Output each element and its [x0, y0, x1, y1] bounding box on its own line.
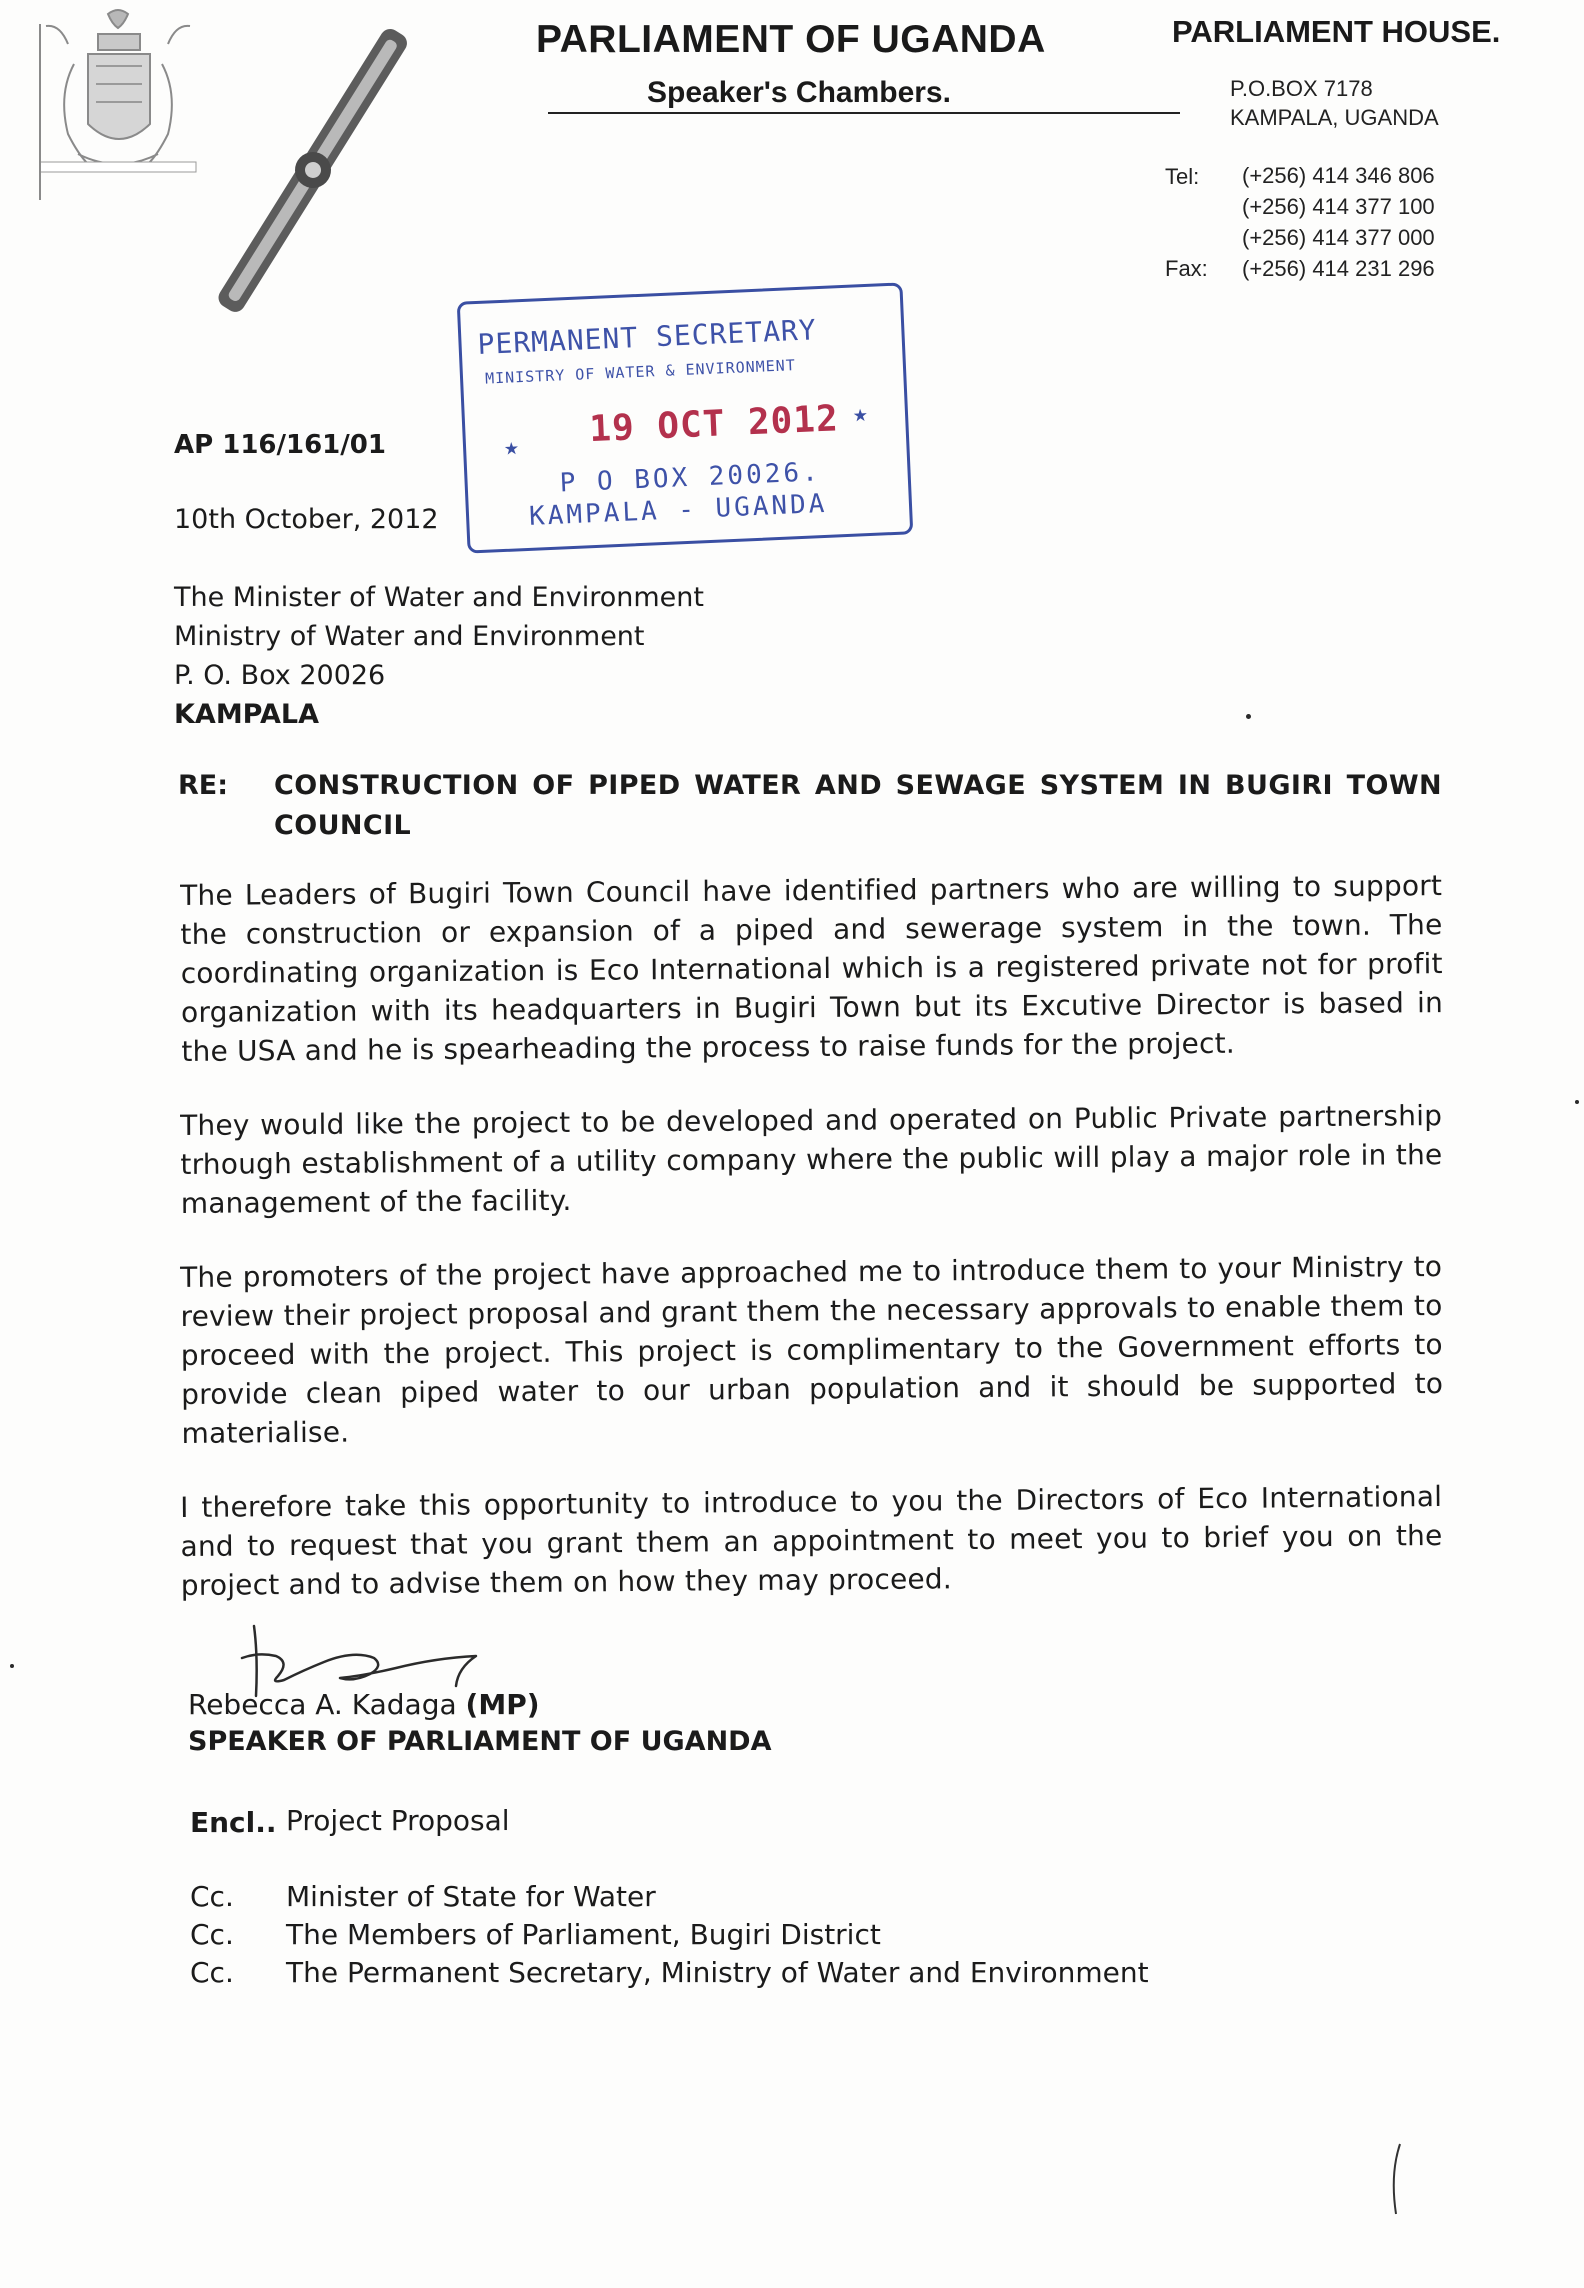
po-box: P.O.BOX 7178: [1230, 76, 1373, 101]
stamp-box: P O BOX 20026.: [559, 457, 822, 499]
cc-recipient: Minister of State for Water: [286, 1880, 656, 1913]
letterhead-title: PARLIAMENT OF UGANDA: [536, 18, 1046, 61]
subject-label: RE:: [178, 770, 229, 801]
paragraph: They would like the project to be developed and operated on Public Private partnership trhough establishment of a utility company where the public will play a major role in the management of the facility.: [180, 1099, 1443, 1220]
tel-number: (+256) 414 377 100: [1242, 194, 1435, 219]
recipient-address: [174, 578, 704, 734]
paragraph: The promoters of the project have approached me to introduce them to your Ministry to review their project proposal and grant them the necessary approvals to enable them to proceed with the project. This project is complimentary to the Government efforts to provide clean piped water to our urban population and it should be supported to materialise.: [180, 1249, 1444, 1450]
cc-recipient: The Members of Parliament, Bugiri District: [286, 1918, 881, 1951]
cc-label: Cc.: [190, 1880, 234, 1913]
paper-fastener-mark: [215, 8, 410, 333]
signatory-name: [188, 1688, 540, 1721]
star-icon: ★: [503, 432, 520, 461]
signatory-name-text: Rebecca A. Kadaga: [188, 1688, 457, 1721]
letterhead-rule: [548, 112, 1180, 114]
enclosure-label: Encl..: [190, 1806, 277, 1839]
tel-number: (+256) 414 346 806: [1242, 163, 1435, 188]
scan-speck: [1246, 714, 1251, 719]
scan-speck: [10, 1664, 14, 1668]
stamp-city: KAMPALA - UGANDA: [528, 488, 828, 532]
letterhead-subtitle: Speaker's Chambers.: [647, 76, 951, 109]
recipient-line: Ministry of Water and Environment: [174, 621, 645, 652]
cc-label: Cc.: [190, 1918, 234, 1951]
contact-numbers: [1242, 160, 1435, 284]
fax-label: Fax:: [1165, 256, 1208, 281]
signatory-title: SPEAKER OF PARLIAMENT OF UGANDA: [188, 1726, 772, 1757]
recipient-city: KAMPALA: [174, 699, 319, 730]
stamp-ministry: MINISTRY OF WATER & ENVIRONMENT: [484, 356, 797, 388]
letterhead-address: [1230, 74, 1439, 132]
cc-label: Cc.: [190, 1956, 234, 1989]
cc-row: [190, 1956, 1149, 1989]
city: KAMPALA, UGANDA: [1230, 105, 1439, 130]
received-stamp: [457, 282, 914, 553]
coat-of-arms-emblem: [38, 4, 198, 200]
stamp-date: 19 OCT 2012: [588, 398, 840, 451]
recipient-line: P. O. Box 20026: [174, 660, 386, 691]
enclosure-item: Project Proposal: [286, 1804, 510, 1837]
cc-row: [190, 1880, 656, 1913]
pen-mark: [1386, 2140, 1406, 2220]
reference-number: AP 116/161/01: [174, 430, 386, 460]
tel-label: Tel:: [1165, 164, 1200, 189]
tel-number: (+256) 414 377 000: [1242, 225, 1435, 250]
cc-row: [190, 1918, 881, 1951]
signatory-suffix: (MP): [465, 1688, 540, 1721]
cc-recipient: The Permanent Secretary, Ministry of Water and Environment: [286, 1956, 1149, 1989]
star-icon: ★: [852, 399, 869, 428]
letter-date: 10th October, 2012: [174, 504, 439, 535]
subject-line: CONSTRUCTION OF PIPED WATER AND SEWAGE SYSTEM IN BUGIRI TOWN COUNCIL: [274, 770, 1442, 841]
fax-number: (+256) 414 231 296: [1242, 256, 1435, 281]
paragraph: The Leaders of Bugiri Town Council have identified partners who are willing to support the construction or expansion of a piped and sewerage system in the town. The coordinating organization is Eco International which is a registered private not for profit organization with its headquarters in Bugiri Town but its Excutive Director is based in the USA and he is spearheading the process to raise funds for the project.: [180, 869, 1444, 1068]
letterhead-house: PARLIAMENT HOUSE.: [1172, 14, 1501, 49]
scan-speck: [1575, 1100, 1579, 1104]
stamp-office: PERMANENT SECRETARY: [476, 313, 818, 361]
paragraph: I therefore take this opportunity to introduce to you the Directors of Eco International and to request that you grant them an appointment to meet you to brief you on the project and to advise them on how they may proceed.: [180, 1479, 1443, 1602]
recipient-line: The Minister of Water and Environment: [174, 582, 704, 613]
